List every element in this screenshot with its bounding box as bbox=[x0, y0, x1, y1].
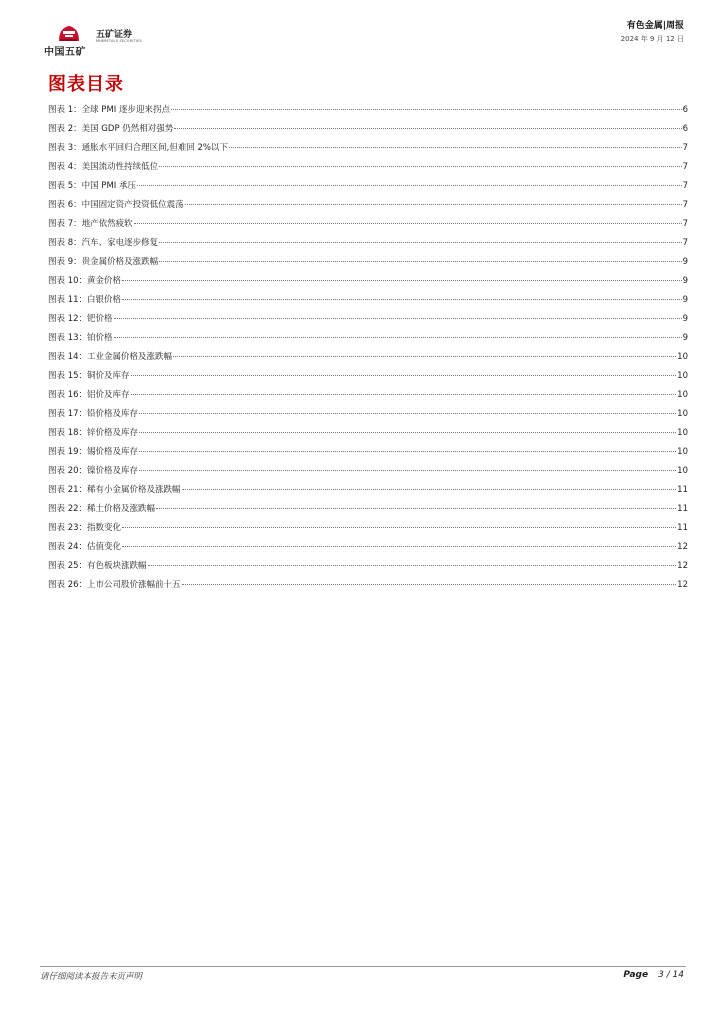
toc-entry[interactable] bbox=[48, 350, 688, 369]
toc-entry-label[interactable]: 图表 3：通胀水平回归合理区间,但难回 2%以下 bbox=[48, 143, 229, 153]
toc-entry-label[interactable]: 图表 12：钯价格 bbox=[48, 314, 113, 324]
toc-leader-dots bbox=[122, 546, 676, 547]
toc-entry-page[interactable]: 10 bbox=[677, 409, 688, 419]
toc-entry-label[interactable]: 图表 16：铝价及库存 bbox=[48, 390, 130, 400]
toc-leader-dots bbox=[173, 356, 676, 357]
toc-entry-page[interactable]: 9 bbox=[682, 295, 688, 305]
toc-leader-dots bbox=[131, 375, 677, 376]
toc-leader-dots bbox=[159, 242, 681, 243]
toc-entry-label[interactable]: 图表 9：贵金属价格及涨跌幅 bbox=[48, 257, 159, 267]
toc-entry[interactable] bbox=[48, 293, 688, 312]
toc-entry-page[interactable]: 12 bbox=[677, 580, 688, 590]
toc-entry-page[interactable]: 9 bbox=[682, 257, 688, 267]
page-count: 3 / 14 bbox=[658, 970, 684, 980]
toc-entry-page[interactable]: 11 bbox=[677, 523, 688, 533]
toc-entry-label[interactable]: 图表 11：白银价格 bbox=[48, 295, 122, 305]
toc-entry-page[interactable]: 12 bbox=[677, 561, 688, 571]
toc-leader-dots bbox=[139, 451, 676, 452]
toc-entry[interactable] bbox=[48, 274, 688, 293]
page-title: 图表目录 bbox=[48, 74, 124, 95]
toc-entry[interactable] bbox=[48, 578, 688, 597]
toc-entry[interactable] bbox=[48, 160, 688, 179]
toc-entry-page[interactable]: 9 bbox=[682, 314, 688, 324]
toc-entry-label[interactable]: 图表 10：黄金价格 bbox=[48, 276, 122, 286]
figure-list bbox=[48, 103, 688, 597]
toc-entry-label[interactable]: 图表 1：全球 PMI 逐步迎来拐点 bbox=[48, 105, 170, 115]
toc-entry-label[interactable]: 图表 23：指数变化 bbox=[48, 523, 122, 533]
toc-entry[interactable] bbox=[48, 464, 688, 483]
page-header bbox=[0, 0, 724, 70]
toc-entry[interactable] bbox=[48, 179, 688, 198]
toc-entry[interactable] bbox=[48, 369, 688, 388]
toc-entry-page[interactable]: 7 bbox=[682, 143, 688, 153]
toc-entry-label[interactable]: 图表 21：稀有小金属价格及涨跌幅 bbox=[48, 485, 181, 495]
toc-entry-page[interactable]: 7 bbox=[682, 238, 688, 248]
toc-entry-label[interactable]: 图表 18：锌价格及库存 bbox=[48, 428, 139, 438]
toc-entry-label[interactable]: 图表 15：铜价及库存 bbox=[48, 371, 130, 381]
toc-leader-dots bbox=[159, 261, 681, 262]
toc-entry[interactable] bbox=[48, 122, 688, 141]
toc-entry-page[interactable]: 9 bbox=[682, 276, 688, 286]
footer-divider bbox=[40, 966, 686, 967]
toc-entry-label[interactable]: 图表 5：中国 PMI 承压 bbox=[48, 181, 136, 191]
toc-leader-dots bbox=[159, 166, 681, 167]
toc-leader-dots bbox=[185, 204, 682, 205]
toc-entry-page[interactable]: 10 bbox=[677, 371, 688, 381]
toc-entry-page[interactable]: 12 bbox=[677, 542, 688, 552]
toc-leader-dots bbox=[114, 318, 682, 319]
toc-entry[interactable] bbox=[48, 331, 688, 350]
toc-entry[interactable] bbox=[48, 236, 688, 255]
toc-entry-page[interactable]: 10 bbox=[677, 428, 688, 438]
footer-disclaimer: 请仔细阅读本报告末页声明 bbox=[40, 972, 143, 982]
toc-entry-label[interactable]: 图表 7：地产依然疲软 bbox=[48, 219, 133, 229]
toc-leader-dots bbox=[122, 280, 682, 281]
toc-leader-dots bbox=[122, 527, 676, 528]
toc-entry-page[interactable]: 10 bbox=[677, 352, 688, 362]
toc-leader-dots bbox=[137, 185, 682, 186]
toc-entry[interactable] bbox=[48, 388, 688, 407]
toc-entry-label[interactable]: 图表 22：稀土价格及涨跌幅 bbox=[48, 504, 156, 514]
toc-entry-page[interactable]: 7 bbox=[682, 219, 688, 229]
toc-entry[interactable] bbox=[48, 426, 688, 445]
toc-leader-dots bbox=[182, 489, 677, 490]
toc-entry-label[interactable]: 图表 24：估值变化 bbox=[48, 542, 122, 552]
toc-entry-page[interactable]: 10 bbox=[677, 466, 688, 476]
toc-entry-label[interactable]: 图表 2：美国 GDP 仍然相对强势 bbox=[48, 124, 174, 134]
toc-leader-dots bbox=[174, 128, 681, 129]
toc-entry-label[interactable]: 图表 20：镍价格及库存 bbox=[48, 466, 139, 476]
toc-entry-label[interactable]: 图表 8：汽车、家电逐步修复 bbox=[48, 238, 159, 248]
company-logo bbox=[44, 22, 154, 56]
toc-leader-dots bbox=[122, 299, 682, 300]
toc-entry[interactable] bbox=[48, 141, 688, 160]
toc-leader-dots bbox=[171, 109, 682, 110]
toc-entry-label[interactable]: 图表 4：美国流动性持续低位 bbox=[48, 162, 159, 172]
toc-entry[interactable] bbox=[48, 502, 688, 521]
toc-entry[interactable] bbox=[48, 559, 688, 578]
toc-entry-label[interactable]: 图表 14：工业金属价格及涨跌幅 bbox=[48, 352, 173, 362]
toc-entry[interactable] bbox=[48, 217, 688, 236]
report-date: 2024 年 9 月 12 日 bbox=[620, 35, 684, 43]
logo-english-name: MINMETALS SECURITIES bbox=[96, 39, 142, 43]
logo-chinese-name: 中国五矿 bbox=[44, 47, 86, 58]
toc-entry[interactable] bbox=[48, 407, 688, 426]
toc-leader-dots bbox=[139, 413, 676, 414]
toc-entry[interactable] bbox=[48, 103, 688, 122]
toc-entry-page[interactable]: 7 bbox=[682, 181, 688, 191]
toc-entry-page[interactable]: 11 bbox=[677, 504, 688, 514]
toc-entry[interactable] bbox=[48, 255, 688, 274]
toc-entry-page[interactable]: 10 bbox=[677, 390, 688, 400]
toc-entry-label[interactable]: 图表 19：锡价格及库存 bbox=[48, 447, 139, 457]
toc-leader-dots bbox=[229, 147, 682, 148]
toc-entry-label[interactable]: 图表 26：上市公司股价涨幅前十五 bbox=[48, 580, 181, 590]
toc-entry-page[interactable]: 10 bbox=[677, 447, 688, 457]
toc-entry-label[interactable]: 图表 17：铅价格及库存 bbox=[48, 409, 139, 419]
toc-leader-dots bbox=[139, 432, 676, 433]
toc-leader-dots bbox=[139, 470, 676, 471]
minmetals-logo-icon bbox=[56, 22, 82, 42]
toc-entry-label[interactable]: 图表 13：铂价格 bbox=[48, 333, 113, 343]
toc-entry-page[interactable]: 7 bbox=[682, 162, 688, 172]
toc-leader-dots bbox=[114, 337, 682, 338]
logo-securities-name: 五矿证券 bbox=[96, 30, 133, 40]
page-label: Page bbox=[623, 970, 649, 980]
toc-entry[interactable] bbox=[48, 483, 688, 502]
toc-entry-page[interactable]: 6 bbox=[682, 124, 688, 134]
toc-entry-page[interactable]: 6 bbox=[682, 105, 688, 115]
toc-leader-dots bbox=[182, 584, 677, 585]
toc-leader-dots bbox=[156, 508, 676, 509]
toc-entry-label[interactable]: 图表 25：有色板块涨跌幅 bbox=[48, 561, 147, 571]
toc-entry[interactable] bbox=[48, 521, 688, 540]
toc-entry[interactable] bbox=[48, 198, 688, 217]
report-type: 有色金属|周报 bbox=[626, 21, 684, 31]
toc-entry[interactable] bbox=[48, 540, 688, 559]
toc-entry[interactable] bbox=[48, 445, 688, 464]
toc-entry-page[interactable]: 9 bbox=[682, 333, 688, 343]
toc-leader-dots bbox=[134, 223, 682, 224]
toc-entry-page[interactable]: 11 bbox=[677, 485, 688, 495]
toc-leader-dots bbox=[131, 394, 677, 395]
toc-leader-dots bbox=[148, 565, 677, 566]
toc-entry-label[interactable]: 图表 6：中国固定资产投资低位震荡 bbox=[48, 200, 184, 210]
page-number bbox=[623, 970, 684, 980]
toc-entry-page[interactable]: 7 bbox=[682, 200, 688, 210]
toc-entry[interactable] bbox=[48, 312, 688, 331]
